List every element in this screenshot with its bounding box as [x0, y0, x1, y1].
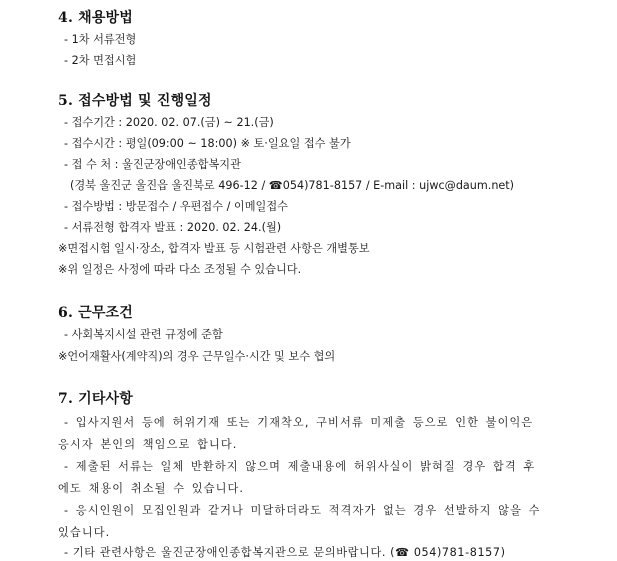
section-4-line-1: - 1차 서류전형 [64, 33, 137, 46]
section-7-line-3-cont: 있습니다. [58, 526, 111, 539]
section-5-note-1: ※면접시험 일시·장소, 합격자 발표 등 시험관련 사항은 개별통보 [58, 242, 370, 255]
section-5-note-2: ※위 일정은 사정에 따라 다소 조정될 수 있습니다. [58, 263, 302, 276]
section-4-title: 4. 채용방법 [58, 10, 133, 26]
section-7-title: 7. 기타사항 [58, 391, 133, 407]
section-4-line-2: - 2차 면접시험 [64, 54, 137, 67]
section-7-line-4: - 기타 관련사항은 울진군장애인종합복지관으로 문의바랍니다. (☎ 054)781-8157) [64, 546, 506, 559]
section-7-line-1: - 입사지원서 등에 허위기재 또는 기재착오, 구비서류 미제출 등으로 인한 불이익은 [64, 416, 534, 429]
section-5-line-3: - 접 수 처 : 울진군장애인종합복지관 [64, 158, 241, 171]
section-7-line-2-cont: 에도 채용이 취소될 수 있습니다. [58, 482, 245, 495]
section-5-line-5: - 접수방법 : 방문접수 / 우편접수 / 이메일접수 [64, 200, 288, 213]
section-7-line-2: - 제출된 서류는 일체 반환하지 않으며 제출내용에 허위사실이 밝혀질 경우 합격 후 [64, 460, 536, 473]
section-5-title: 5. 접수방법 및 진행일정 [58, 93, 212, 109]
section-5-line-6: - 서류전형 합격자 발표 : 2020. 02. 24.(월) [64, 221, 282, 234]
section-5-address-line: (경북 울진군 울진읍 울진북로 496-12 / ☎054)781-8157 / E-mail : ujwc@daum.net) [70, 179, 515, 192]
section-6-title: 6. 근무조건 [58, 305, 133, 321]
section-5-line-2: - 접수시간 : 평일(09:00 ~ 18:00) ※ 토·일요일 접수 불가 [64, 137, 351, 150]
section-7-line-1-cont: 응시자 본인의 책임으로 합니다. [58, 438, 238, 451]
section-6-note-1: ※언어재활사(계약직)의 경우 근무일수·시간 및 보수 협의 [58, 350, 336, 363]
section-6-line-1: - 사회복지시설 관련 규정에 준함 [64, 328, 223, 341]
section-7-line-3: - 응시인원이 모집인원과 같거나 미달하더라도 적격자가 없는 경우 선발하지 않을 수 [64, 504, 541, 517]
section-5-line-1: - 접수기간 : 2020. 02. 07.(금) ~ 21.(금) [64, 116, 274, 129]
